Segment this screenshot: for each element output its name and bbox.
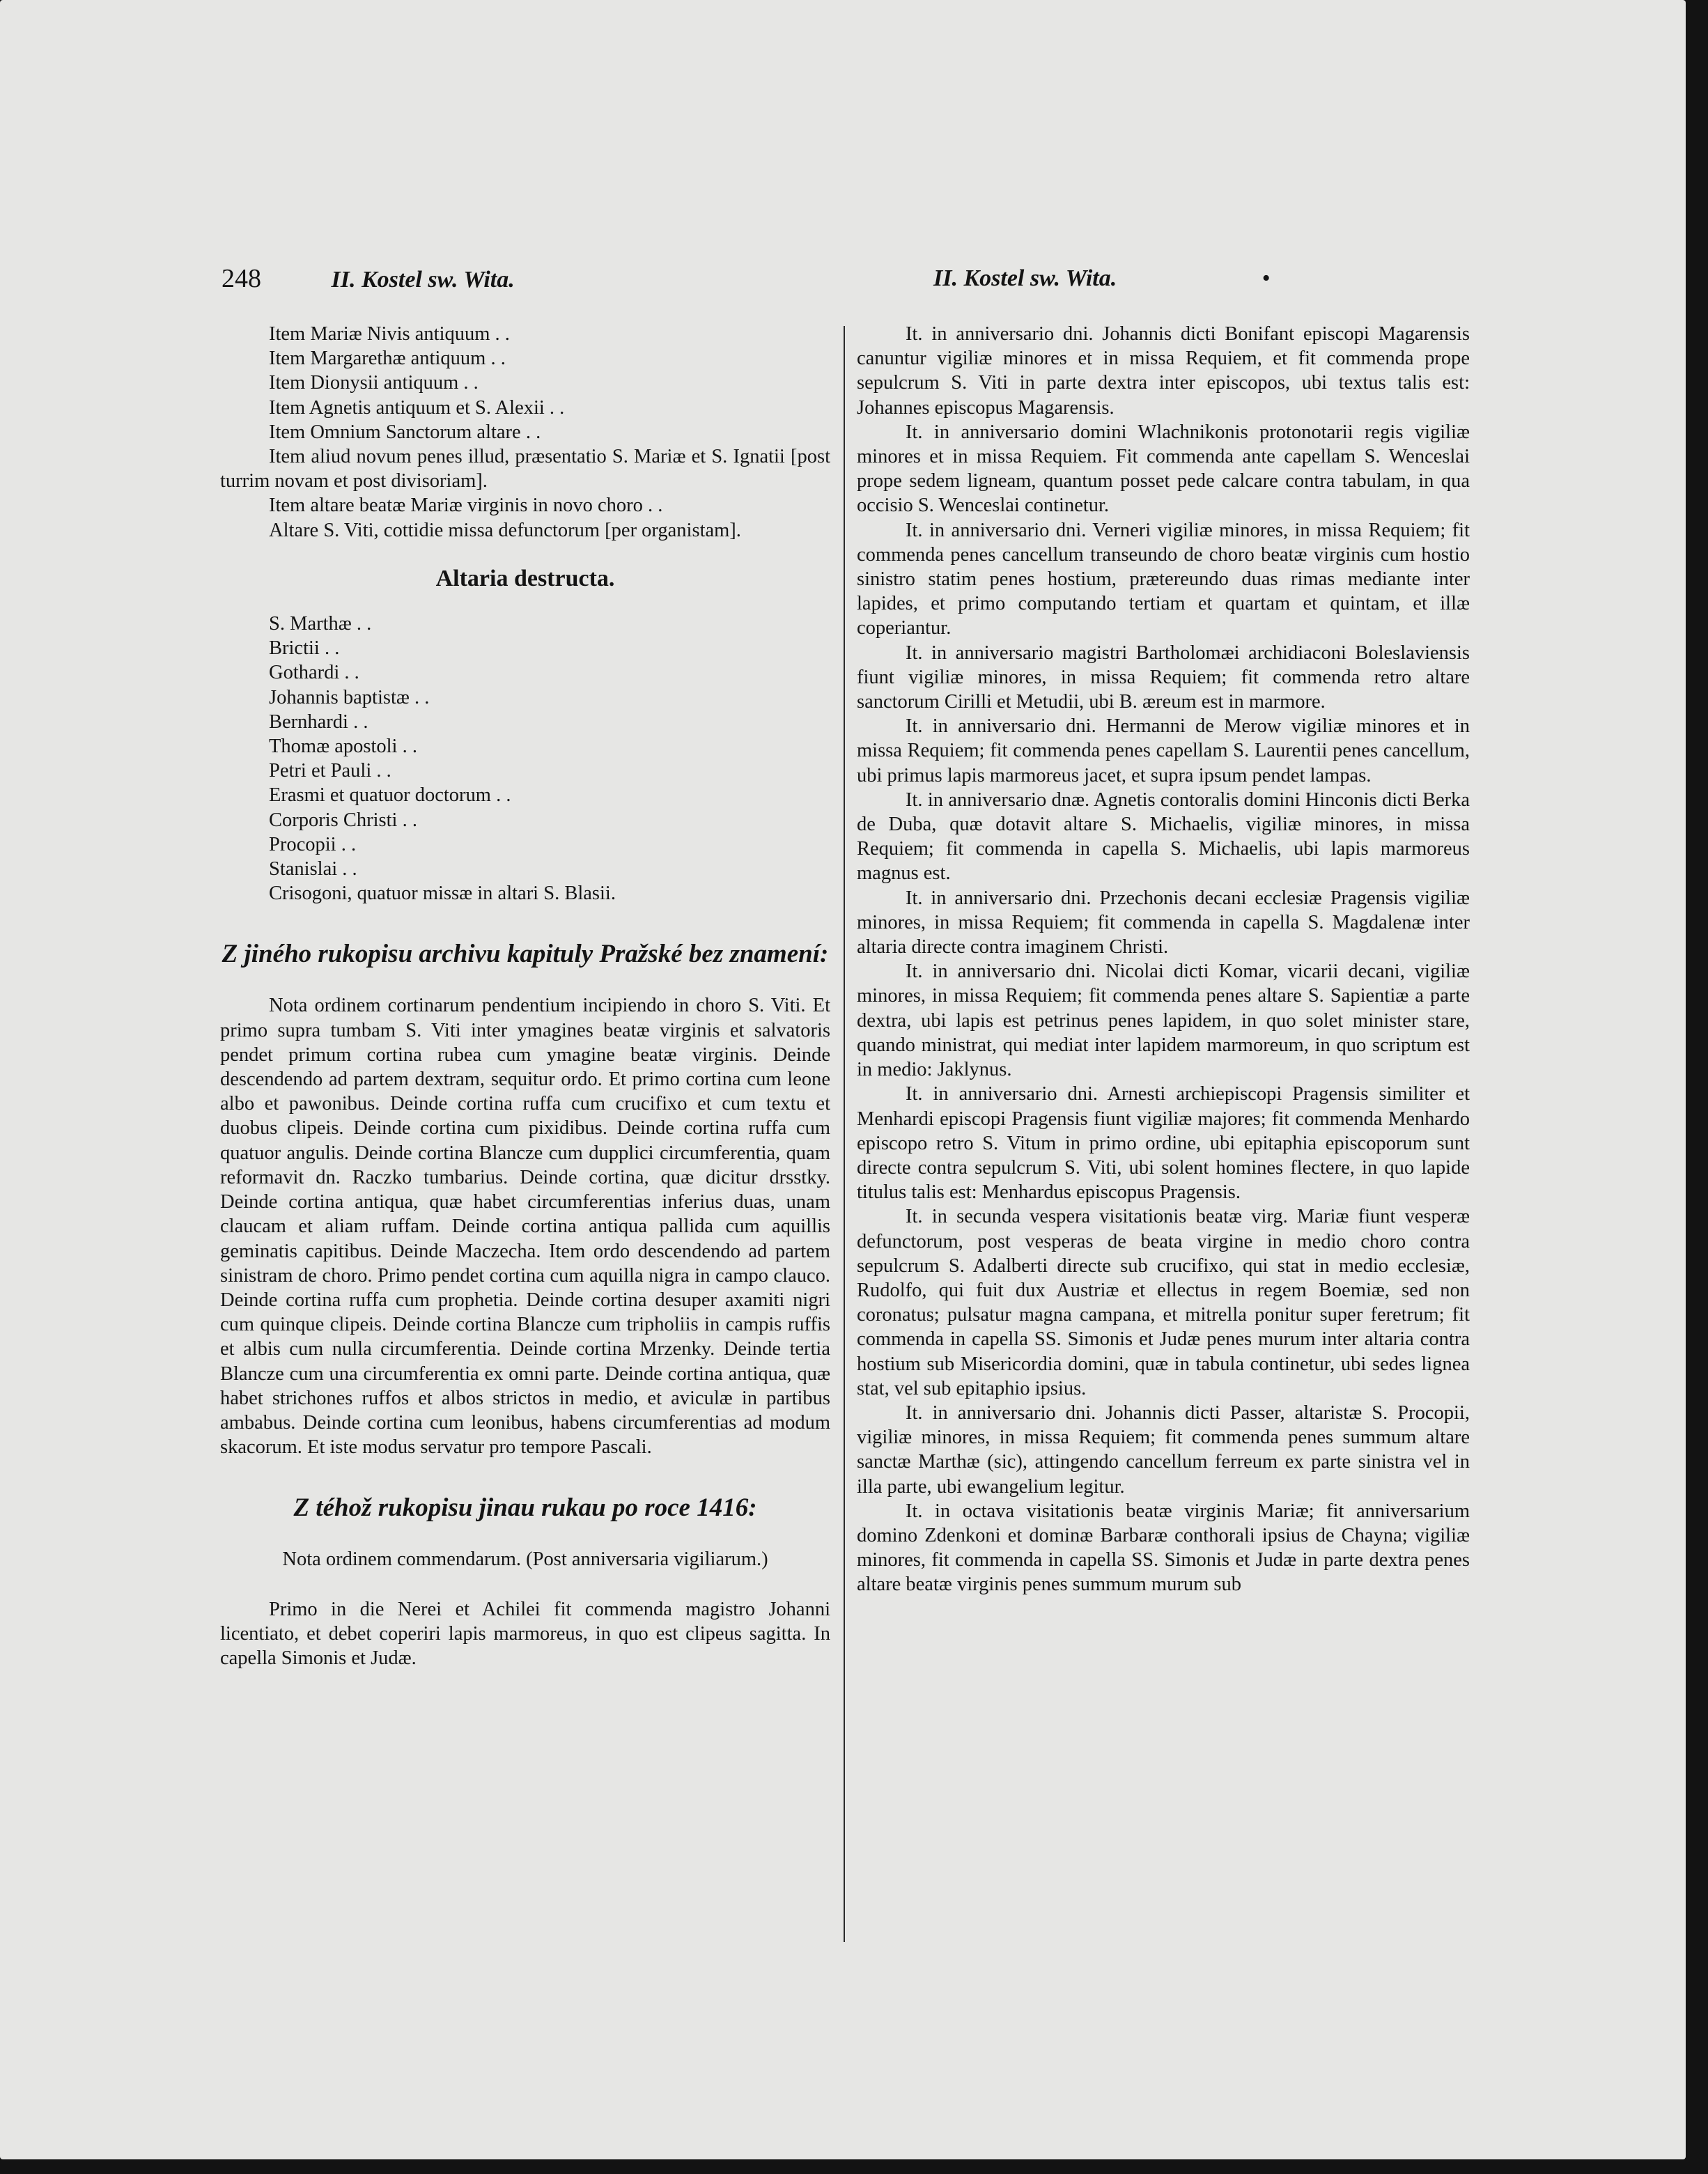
entry-paragraph: It. in secunda vespera visitationis beatæ virg. Mariæ fiunt vesperæ defunctorum, post vesperas de beata virgine in medio choro contra sepulcrum S. Adalberti directe sub crucifixo, qui stat in medio ecclesiæ, Rudolfo, qui fuit dux Austriæ et ellectus in regem Boemiæ, sed non coronatus; pulsatur magna campana, et mitrella ponitur super feretrum; fit commenda in capella SS. Simonis et Judæ penes murum inter altaria contra hostium sub Misericordia domini, quæ in tabula continetur, ubi sedes lignea stat, vel sub epitaphio ipsius. [857, 1206, 1470, 1399]
header-right [933, 258, 1491, 300]
running-title-left: II. Kostel sw. Wita. [331, 267, 515, 293]
header-mark: • [1261, 265, 1271, 291]
commendarum-note: Nota ordinem commendarum. (Post anniversaria vigiliarum.) [282, 1548, 768, 1571]
entry-paragraph: It. in anniversario domini Wlachnikonis protonotarii regis vigiliæ minores et in missa Requiem. Fit commenda ante capellam S. Wenceslai prope sedem ligneam, quantum posset pede calcare contra tabulam, in qua occisio S. Wenceslai continetur. [857, 421, 1470, 517]
section-heading-archive: Z jiného rukopisu archivu kapituly Pražské bez znamení: [222, 940, 829, 969]
section-heading-1416: Z téhož rukopisu jinau rukau po roce 1416: [293, 1493, 757, 1523]
list-item: Crisogoni, quatuor missæ in altari S. Blasii. [269, 883, 616, 905]
header-left [222, 258, 848, 300]
list-item: Procopii . . [269, 833, 357, 855]
list-item: Item aliud novum penes illud, præsentatio S. Mariæ et S. Ignatii [post turrim novam et post divisoriam]. [220, 446, 830, 492]
list-item: Item Omnium Sanctorum altare . . [269, 421, 541, 443]
list-item: Item Mariæ Nivis antiquum . . [269, 323, 510, 345]
entry-paragraph: It. in anniversario dni. Hermanni de Merow vigiliæ minores et in missa Requiem; fit commenda penes capellam S. Laurentii penes cancellum, ubi primus lapis marmoreus jacet, et supra ipsum pendet lampas. [857, 715, 1470, 786]
entry-paragraph: It. in anniversario dni. Johannis dicti Passer, altaristæ S. Procopii, vigiliæ minores, in missa Requiem; fit commenda penes summum altare sanctæ Marthæ (sic), attingendo cancellum ferreum ex parte sinistra vel in illa parte, ubi ewangelium legitur. [857, 1402, 1470, 1498]
list-item: Thomæ apostoli . . [269, 736, 417, 758]
entry-paragraph: It. in octava visitationis beatæ virginis Mariæ; fit anniversarium domino Zdenkoni et dominæ Barbaræ conthorali ipsius de Chayna; vigiliæ minores, fit commenda in capella SS. Simonis et Judæ in parte dextra penes altare beatæ virginis penes summum murum sub [857, 1500, 1470, 1596]
entry-paragraph: It. in anniversario dni. Nicolai dicti Komar, vicarii decani, vigiliæ minores, in missa Requiem; fit commenda penes altare S. Sapientiæ a parte dextra, ubi lapis est petrinus penes lapidem, in quo solet minister stare, quando ministrat, qui mediat inter lapidem marmoreum, in quo scriptum est in medio: Jaklynus. [857, 961, 1470, 1081]
cortina-paragraph: Nota ordinem cortinarum pendentium incipiendo in choro S. Viti. Et primo supra tumbam S. Viti inter ymagines beatæ virginis et salvatoris pendet primum cortina rubea cum ymagine beatæ virginis. Deinde descendendo ad partem dextram, sequitur ordo. Et primo cortina cum leone albo et pawonibus. Deinde cortina ruffa cum crucifixo et cum textu et duobus clipeis. Deinde cortina cum pixidibus. Deinde cortina ruffa cum quatuor angulis. Deinde cortina Blancze cum dupplici circumferentia, quam reformavit dn. Raczko tumbarius. Deinde cortina, quæ dicitur drsstky. Deinde cortina antiqua, quæ habet circumferentias inferius duas, unam claucam et aliam ruffam. Deinde cortina antiqua pallida cum aquillis geminatis capitibus. Deinde Maczecha. Item ordo descendendo ad partem sinistram de choro. Primo pendet cortina cum aquilla nigra in campo clauco. Deinde cortina ruffa cum prophetia. Deinde cortina desuper axamiti nigri cum quinque clipeis. Deinde cortina Blancze cum tripholiis in campis ruffis et albis cum nulla circumferentia. Deinde cortina Mrzenky. Deinde tertia Blancze cum una circumferentia ex omni parte. Deinde cortina antiqua, quæ habet strichones ruffos et albos strictos in medio, et aviculæ in partibus ambabus. Deinde cortina cum leonibus, habens circumferentias ad modum skacorum. Et iste modus servatur pro tempore Pascali. [220, 995, 830, 1459]
running-title-right: II. Kostel sw. Wita. [933, 265, 1117, 291]
list-item: Johannis baptistæ . . [269, 686, 430, 708]
list-item: Item Margarethæ antiquum . . [269, 348, 506, 370]
entry-paragraph: It. in anniversario dni. Arnesti archiepiscopi Pragensis similiter et Menhardi episcopi Pragensis fiunt vigiliæ majores; fit commenda Menhardo episcopo retro S. Vitum in primo ordine, ubi epitaphia episcoporum sunt directe contra sepulcrum S. Viti, ubi solent homines flectere, in quo lapide titulus talis est: Menhardus episcopus Pragensis. [857, 1083, 1470, 1204]
list-item: Erasmi et quatuor doctorum . . [269, 784, 511, 807]
page-number: 248 [222, 264, 261, 293]
list-item: Petri et Pauli . . [269, 760, 391, 782]
primo-paragraph: Primo in die Nerei et Achilei fit commenda magistro Johanni licentiato, et debet coperiri lapis marmoreus, in quo est clipeus sagitta. In capella Simonis et Judæ. [220, 1598, 830, 1669]
list-item: Bernhardi . . [269, 711, 368, 733]
list-item: Corporis Christi . . [269, 809, 417, 831]
destructa-list [220, 612, 830, 906]
list-item: Gothardi . . [269, 662, 359, 684]
list-item: S. Marthæ . . [269, 613, 372, 635]
column-divider [844, 326, 845, 1942]
list-item: Brictii . . [269, 637, 340, 660]
list-item: Item Agnetis antiquum et S. Alexii . . [269, 396, 565, 419]
right-column [857, 322, 1470, 1597]
list-item: Altare S. Viti, cottidie missa defunctorum [per organistam]. [269, 519, 741, 541]
section-heading-destructa: Altaria destructa. [435, 565, 615, 591]
altar-list [220, 322, 830, 543]
entry-paragraph: It. in anniversario dni. Przechonis decani ecclesiæ Pragensis vigiliæ minores, in missa Requiem; fit commenda in capella S. Magdalenæ inter altaria directe contra imaginem Christi. [857, 887, 1470, 958]
list-item: Item Dionysii antiquum . . [269, 372, 479, 394]
entry-paragraph: It. in anniversario dnæ. Agnetis contoralis domini Hinconis dicti Berka de Duba, quæ dotavit altare S. Michaelis, vigiliæ minores, in missa Requiem; fit commenda in capella S. Michaelis, ubi lapis marmoreus magnus est. [857, 789, 1470, 885]
entry-paragraph: It. in anniversario dni. Johannis dicti Bonifant episcopi Magarensis canuntur vigiliæ minores et in missa Requiem, et fit commenda prope sepulcrum S. Viti in parte dextra inter episcopos, ubi textus talis est: Johannes episcopus Magarensis. [857, 323, 1470, 419]
entry-paragraph: It. in anniversario dni. Verneri vigiliæ minores, in missa Requiem; fit commenda penes cancellum transeundo de choro beatæ virginis cum hostio sinistro statim penes hostium, prætereundo duas rimas mediante inter lapides, et primo computando tertiam et quartam et quintam, et illæ coperiantur. [857, 519, 1470, 639]
list-item: Item altare beatæ Mariæ virginis in novo choro . . [269, 495, 663, 517]
list-item: Stanislai . . [269, 858, 357, 880]
left-column [220, 322, 830, 1670]
entry-paragraph: It. in anniversario magistri Bartholomæi archidiaconi Boleslaviensis fiunt vigiliæ minores, in missa Requiem; fit commenda retro altare sanctorum Cirilli et Metudii, ubi B. æreum est in marmore. [857, 642, 1470, 713]
